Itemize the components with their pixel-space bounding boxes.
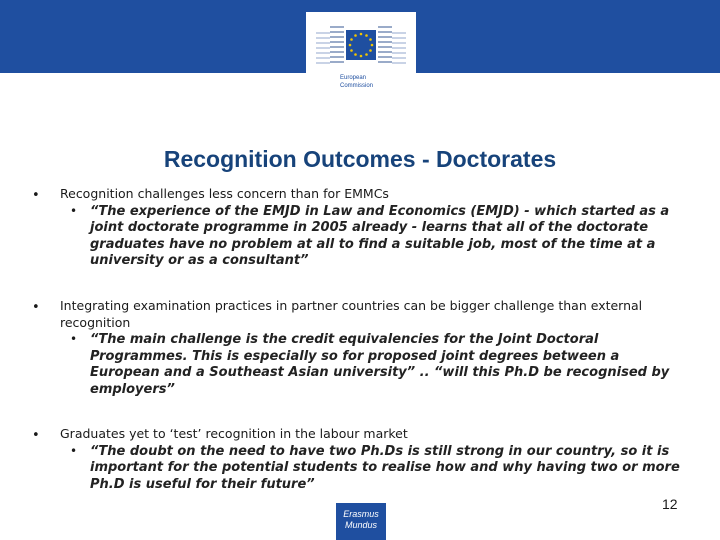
bullet-1 [28, 186, 688, 270]
bullet-text: Integrating examination practices in partner countries can be bigger challenge than external recognition [60, 298, 643, 330]
sub-bullet-2 [60, 332, 688, 398]
european-commission-logo [306, 12, 416, 98]
bullet-2 [28, 298, 688, 398]
bullet-icon: • [32, 428, 40, 443]
bullet-icon: • [32, 300, 40, 315]
sub-bullet-icon: • [70, 203, 78, 218]
erasmus-line-2: Mundus [344, 520, 378, 530]
logo-line-2: Commission [340, 83, 374, 89]
quote-text: “The experience of the EMJD in Law and Economics (EMJD) ‑ which started as a joint doctorate programme in 2005 already ‑ learns that all of the doctorate graduates have no problem at all to find a suitable job, most of the time at a university or as a consultant” [90, 203, 670, 268]
bullet-text: Recognition challenges less concern than for EMMCs [60, 186, 389, 201]
bullet-3 [28, 426, 688, 493]
logo-text [340, 74, 373, 90]
quote-text: “The doubt on the need to have two Ph.Ds is still strong in our country, so it is important for the potential students to realise how and why having two or more Ph.D is useful for their future” [90, 443, 680, 492]
bullet-icon: • [32, 188, 40, 203]
logo-line-1: European [340, 75, 367, 81]
sub-bullet-3 [60, 444, 688, 494]
quote-text: “The main challenge is the credit equivalencies for the Joint Doctoral Programmes. This is especially so for proposed joint degrees between a European and a Southeast Asian university” .. “will this Ph.D be recognised by employers” [90, 332, 670, 397]
erasmus-line-1: Erasmus [343, 509, 379, 519]
bullet-text: Graduates yet to ‘test’ recognition in the labour market [60, 426, 408, 441]
erasmus-mundus-logo [336, 503, 386, 540]
page-number: 12 [662, 496, 678, 512]
slide-title: Recognition Outcomes - Doctorates [163, 146, 557, 172]
sub-bullet-icon: • [70, 443, 78, 458]
sub-bullet-1 [60, 204, 688, 270]
sub-bullet-icon: • [70, 332, 78, 346]
